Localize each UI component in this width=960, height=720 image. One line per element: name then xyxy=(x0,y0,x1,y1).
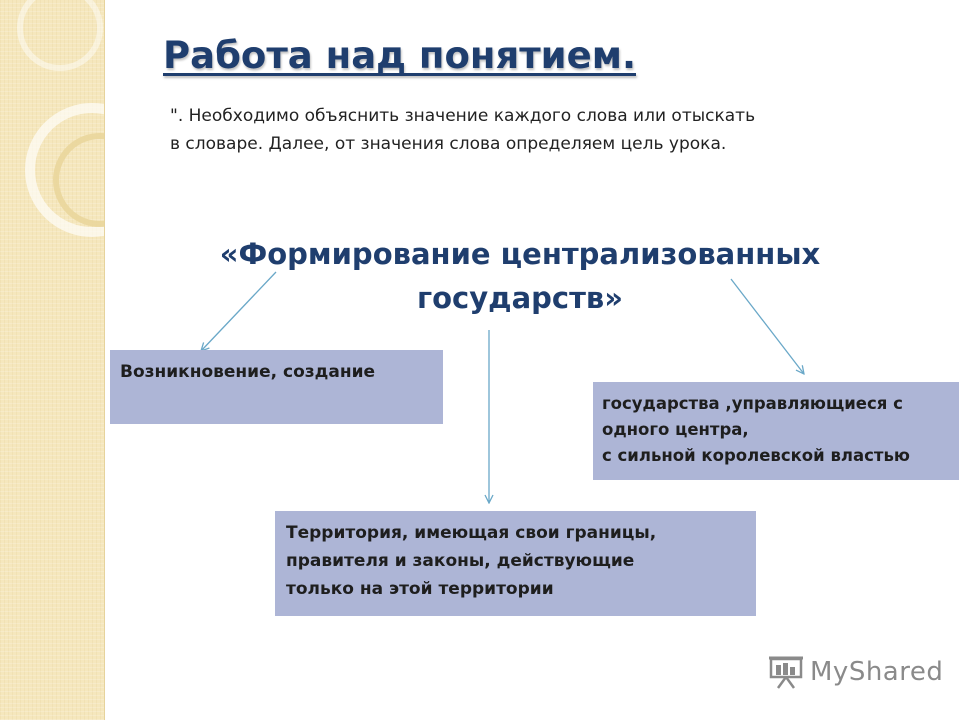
watermark xyxy=(768,652,943,692)
concept-line: «Формирование централизованных xyxy=(219,237,821,271)
slide-title: Работа над понятием. xyxy=(163,34,636,77)
subtitle-line: в словаре. Далее, от значения слова определяем цель урока. xyxy=(170,134,727,154)
projector-screen-icon xyxy=(768,655,804,689)
concept-line: государств» xyxy=(416,281,623,315)
box-state-definition: государства ,управляющиеся с одного центра, с сильной королевской властью xyxy=(593,382,959,480)
box-territory: Территория, имеющая свои границы, правителя и законы, действующие только на этой территории xyxy=(275,511,756,616)
watermark-text: MyShared xyxy=(810,657,944,687)
box-origin: Возникновение, создание xyxy=(110,350,443,424)
arrow-to-origin xyxy=(201,272,276,351)
arrow-to-state xyxy=(731,279,804,374)
subtitle-line: ". Необходимо объяснить значение каждого слова или отыскать xyxy=(170,106,756,126)
